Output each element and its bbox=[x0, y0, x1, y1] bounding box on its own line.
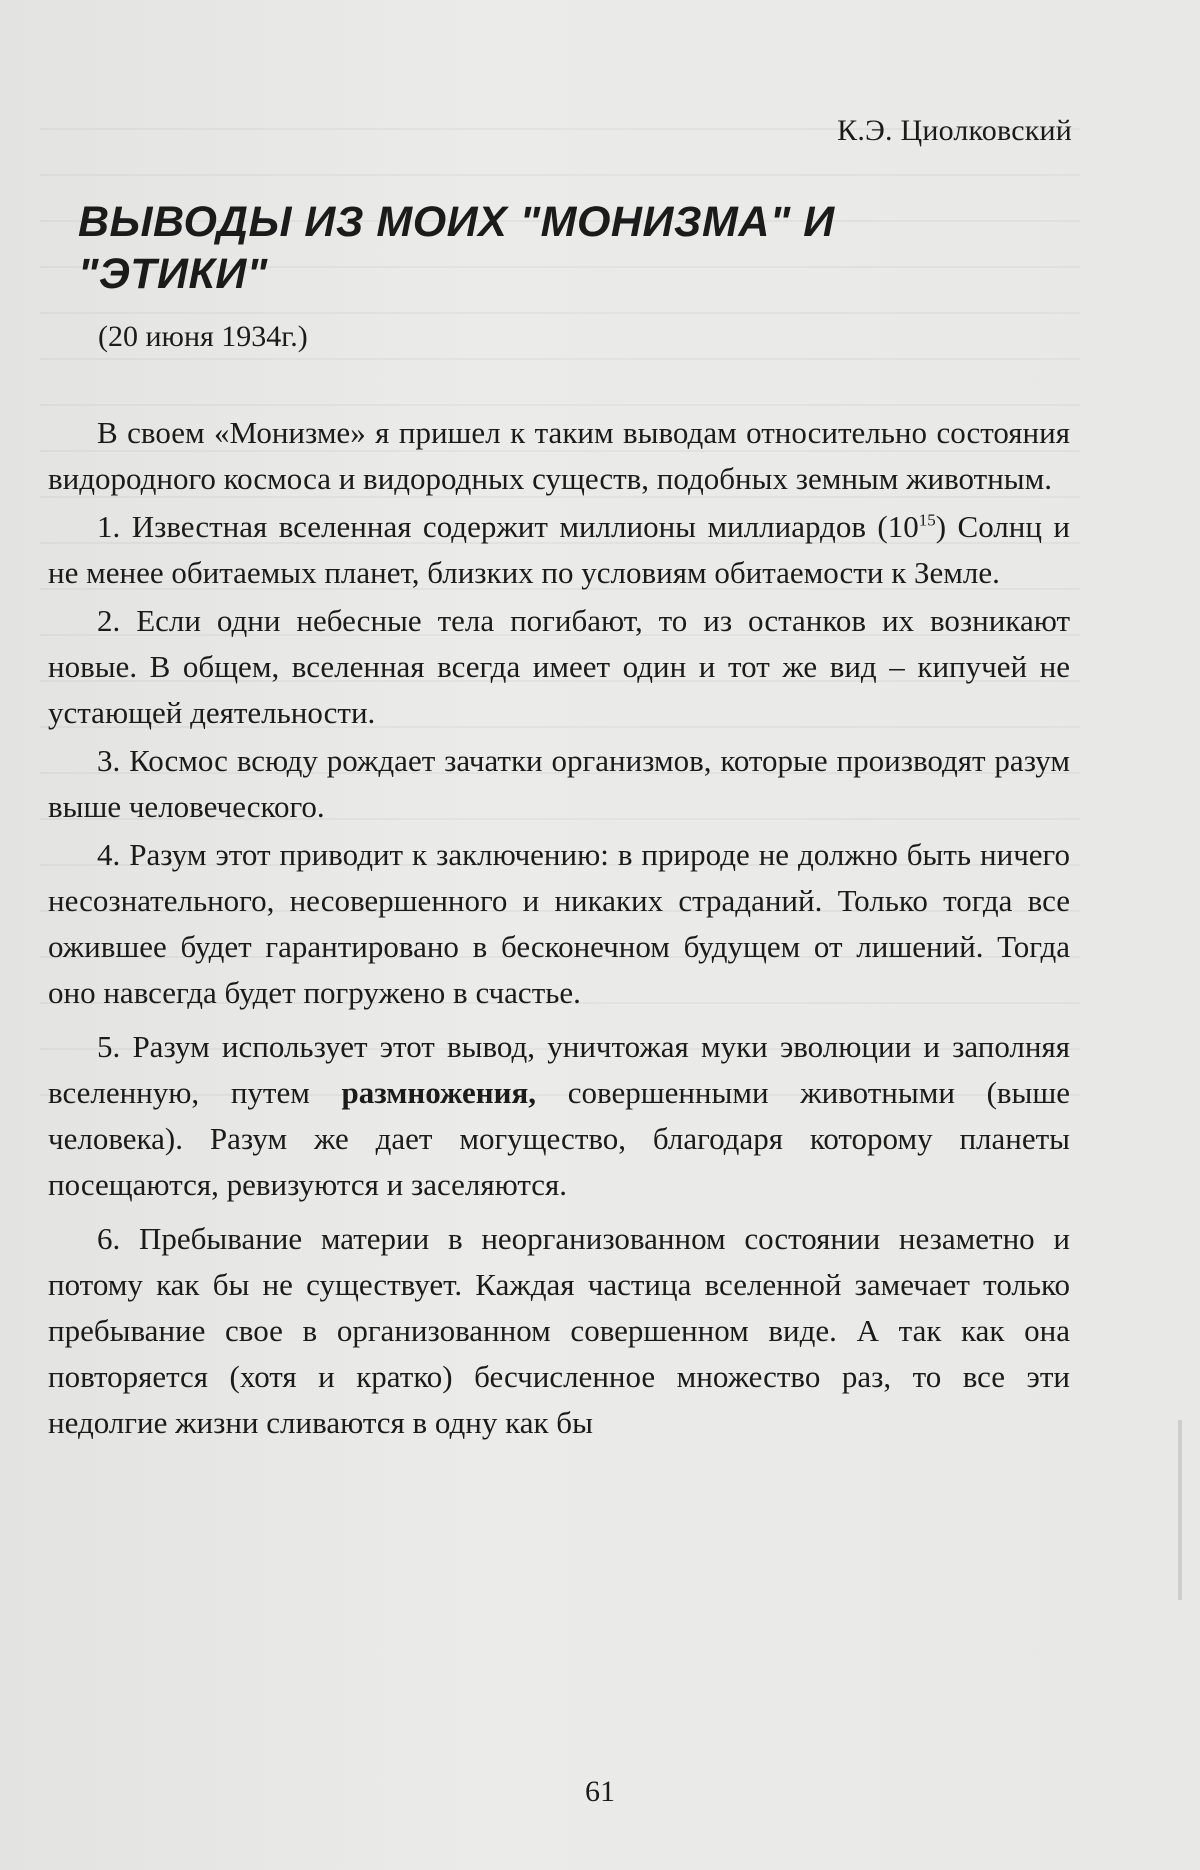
page-edge-mark bbox=[1178, 1420, 1182, 1600]
article-title-line-1: ВЫВОДЫ ИЗ МОИХ "МОНИЗМА" И bbox=[78, 198, 835, 246]
item-1-text-start: 1. Известная вселенная содержит миллионы миллиардов (10 bbox=[97, 509, 919, 544]
paragraph-item-5 bbox=[48, 1024, 1070, 1208]
author-name: К.Э. Циолковский bbox=[837, 114, 1072, 147]
paragraph-item-6: 6. Пребывание материи в неорганизованном состоянии незаметно и потому как бы не существует. Каждая частица вселенной замечает только пребывание свое в организованном совершенном виде. А так как она повторяется (хотя и кратко) бесчисленное множество раз, то все эти недолгие жизни сливаются в одну как бы bbox=[48, 1221, 1070, 1440]
article-title bbox=[78, 196, 1070, 300]
item-5-text-start: 5. Разум использует этот вывод, уничтожая муки эволюции и заполняя вселенную, путем bbox=[48, 1029, 1070, 1110]
page-number: 61 bbox=[585, 1775, 615, 1808]
paragraph-item-1 bbox=[48, 504, 1070, 596]
article-date: (20 июня 1934г.) bbox=[98, 320, 308, 353]
article-body bbox=[48, 410, 1070, 1446]
item-1-superscript: 15 bbox=[918, 510, 936, 530]
item-1-text-end: ) Солнц и не менее обитаемых планет, близких по условиям обитаемости к Земле. bbox=[48, 509, 1070, 590]
article-title-line-2: "ЭТИКИ" bbox=[78, 250, 268, 298]
paragraph-item-4: 4. Разум этот приводит к заключению: в природе не должно быть ничего несознательного, несовершенного и никаких страданий. Только тогда все ожившее будет гарантировано в бесконечном будущем от лишений. Тогда оно навсегда будет погружено в счастье. bbox=[48, 837, 1070, 1010]
item-5-text-end: совершенными животными (выше человека). Разум же дает могущество, благодаря которому планеты посещаются, ревизуются и заселяются. bbox=[48, 1075, 1070, 1202]
item-5-bold-word: размножения, bbox=[341, 1075, 537, 1110]
paragraph-item-3: 3. Космос всюду рождает зачатки организмов, которые производят разум выше человеческого. bbox=[48, 743, 1070, 824]
paragraph-intro: В своем «Монизме» я пришел к таким выводам относительно состояния видородного космоса и видородных существ, подобных земным животным. bbox=[48, 415, 1070, 496]
paragraph-item-2: 2. Если одни небесные тела погибают, то из останков их возникают новые. В общем, вселенная всегда имеет один и тот же вид – кипучей не устающей деятельности. bbox=[48, 603, 1070, 730]
